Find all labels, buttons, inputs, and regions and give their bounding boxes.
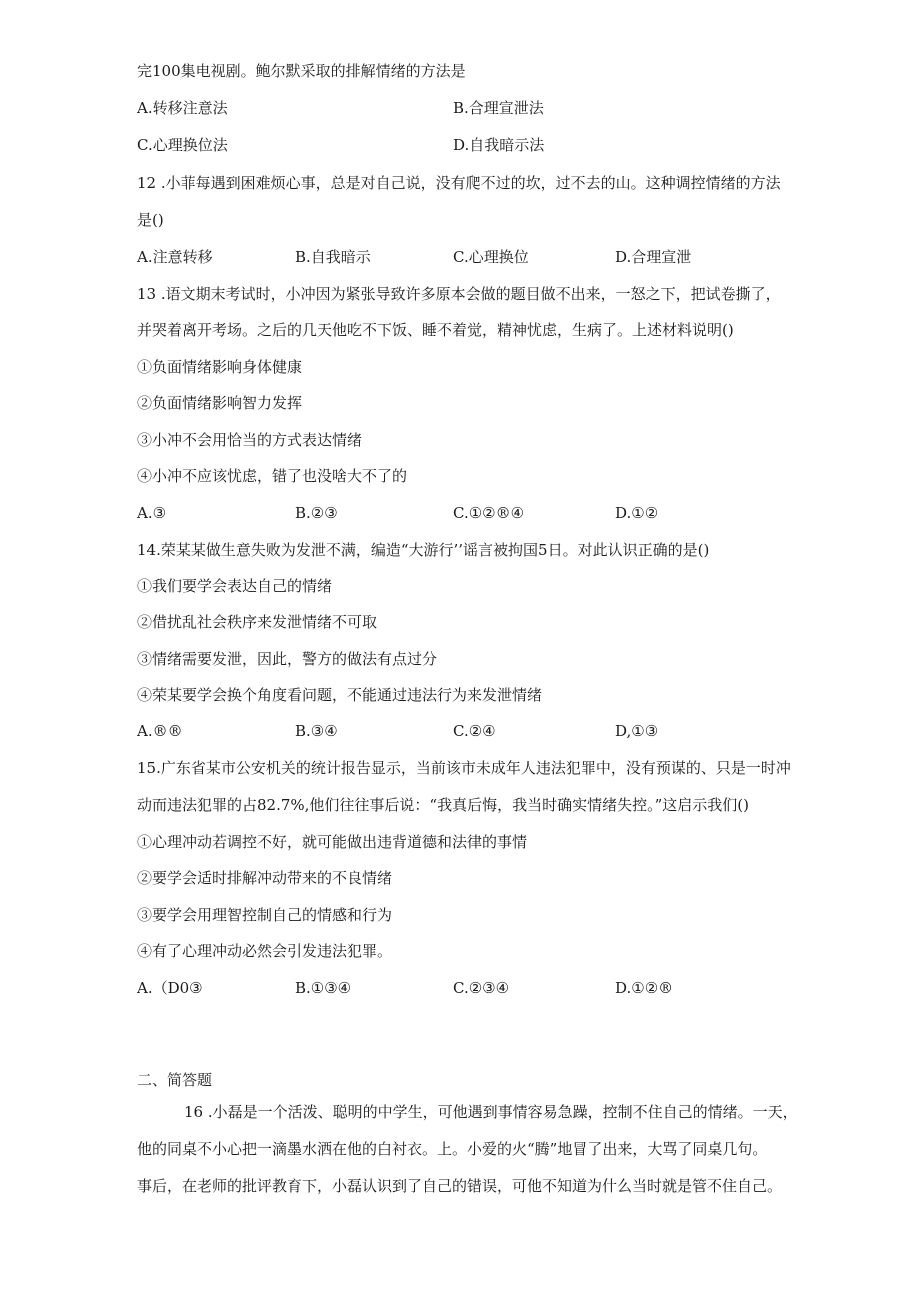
q13-option-b[interactable]: B.②③ (295, 504, 338, 522)
q13-option-d[interactable]: D.①② (615, 504, 659, 522)
q11-stem-end: 完100集电视剧。鲍尔默采取的排解情绪的方法是 (137, 62, 466, 80)
q12-option-d[interactable]: D.合理宣泄 (615, 248, 692, 266)
q12-option-b[interactable]: B.自我暗示 (295, 248, 371, 266)
q15-statement-2: ②要学会适时排解冲动带来的不良情绪 (137, 869, 393, 887)
q15-option-c[interactable]: C.②③④ (453, 979, 510, 997)
q11-options-row-2 (137, 135, 837, 155)
section-heading: 二、简答题 (137, 1071, 213, 1089)
q15-statement-1: ①心理冲动若调控不好，就可能做出违背道德和法律的事情 (137, 833, 528, 851)
q13-statement-3: ③小冲不会用恰当的方式表达情绪 (137, 431, 363, 449)
q12-option-c[interactable]: C.心理换位 (453, 248, 529, 266)
q13-stem: 13 .语文期末考试时，小冲因为紧张导致许多原本会做的题目做不出来，一怒之下，把试卷撕了， (137, 285, 781, 303)
q14-options (137, 721, 837, 741)
q14-statement-2: ②借扰乱社会秩序来发泄情绪不可取 (137, 613, 378, 631)
q15-stem: 15.广东省某市公安机关的统计报告显示，当前该市未成年人违法犯罪中，没有预谋的、只是一时冲 (137, 759, 791, 777)
q11-option-d[interactable]: D.自我暗示法 (453, 136, 545, 154)
q11-option-b[interactable]: B.合理宣泄法 (453, 99, 544, 117)
q12-option-a[interactable]: A.注意转移 (137, 248, 213, 266)
q14-stem: 14.荣某某做生意失败为发泄不满，编造“大游行’’谣言被拘国5日。对此认识正确的是() (137, 541, 710, 559)
q15-option-b[interactable]: B.①③④ (295, 979, 352, 997)
q12-stem-end: 是() (137, 211, 164, 229)
q11-option-a[interactable]: A.转移注意法 (137, 99, 228, 117)
q11-option-c[interactable]: C.心理换位法 (137, 136, 228, 154)
q15-option-d[interactable]: D.①②® (615, 979, 674, 997)
q14-option-a[interactable]: A.®® (137, 722, 183, 740)
q12-stem: 12 .小菲每遇到困难烦心事，总是对自己说，没有爬不过的坎，过不去的山。这种调控情绪的方法 (137, 174, 781, 192)
q15-statement-4: ④有了心理冲动必然会引发违法犯罪。 (137, 942, 393, 960)
q13-option-a[interactable]: A.③ (137, 504, 167, 522)
q13-statement-1: ①负面情绪影响身体健康 (137, 358, 303, 376)
q14-statement-1: ①我们要学会表达自己的情绪 (137, 577, 333, 595)
q11-options-row-1 (137, 98, 837, 118)
q12-options (137, 247, 837, 267)
q15-statement-3: ③要学会用理智控制自己的情感和行为 (137, 906, 393, 924)
q16-stem-2: 他的同桌不小心把一滴墨水洒在他的白衬衣。上。小爱的火“腾”地冒了出来，大骂了同桌几句。 (137, 1140, 768, 1158)
q16-stem: 16 .小磊是一个活泼、聪明的中学生，可他遇到事情容易急躁，控制不住自己的情绪。一天， (184, 1103, 798, 1121)
q13-option-c[interactable]: C.①②®④ (453, 504, 525, 522)
q13-statement-2: ②负面情绪影响智力发挥 (137, 394, 303, 412)
q13-stem-end: 并哭着离开考场。之后的几天他吃不下饭、睡不着觉，精神忧虑，生病了。上述材料说明() (137, 321, 734, 339)
q13-options (137, 503, 837, 523)
q14-statement-4: ④荣某要学会换个角度看问题，不能通过违法行为来发泄情绪 (137, 686, 543, 704)
q14-option-d[interactable]: D,①③ (615, 722, 659, 740)
q15-stem-end: 动而违法犯罪的占82.7%,他们往往事后说：“我真后悔，我当时确实情绪失控。”这启示我们() (137, 796, 749, 814)
q16-stem-3: 事后，在老师的批评教育下，小磊认识到了自己的错误，可他不知道为什么当时就是管不住自己。 (137, 1177, 783, 1195)
q15-options (137, 978, 837, 998)
q14-statement-3: ③情绪需要发泄，因此，警方的做法有点过分 (137, 650, 438, 668)
q14-option-c[interactable]: C.②④ (453, 722, 496, 740)
q14-option-b[interactable]: B.③④ (295, 722, 338, 740)
q13-statement-4: ④小冲不应该忧虑，错了也没啥大不了的 (137, 467, 408, 485)
q15-option-a[interactable]: A.（D0③ (137, 979, 203, 997)
